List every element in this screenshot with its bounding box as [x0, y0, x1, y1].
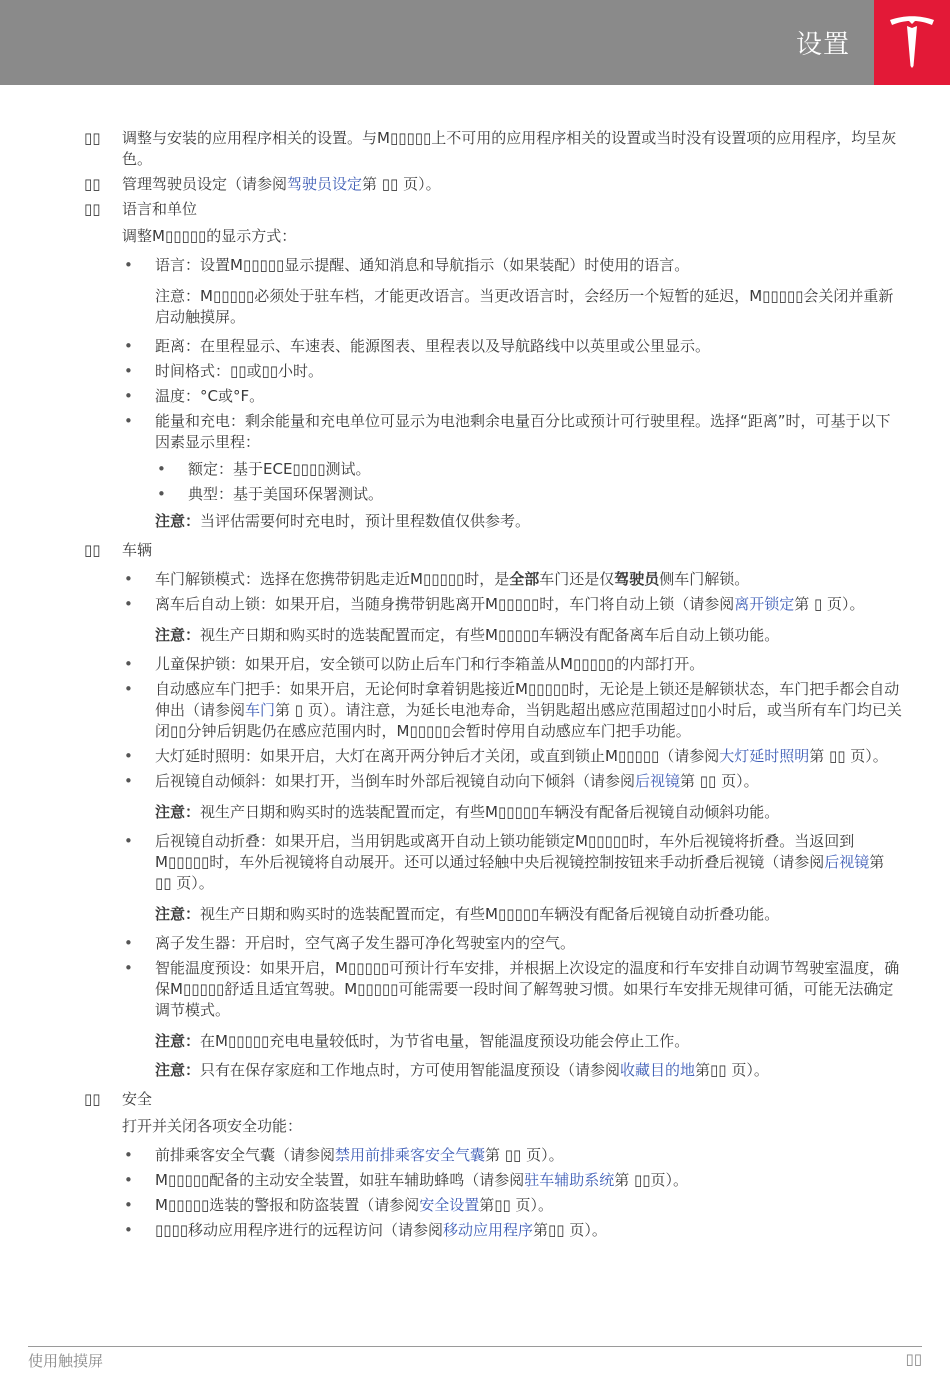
- section-intro: 打开并关闭各项安全功能：: [122, 1117, 303, 1135]
- text-fragment: 大灯延时照明：如果开启，大灯在离开两分钟后才关闭，或直到锁止M▯▯▯▯▯（请参阅: [155, 747, 720, 765]
- text-fragment: 自动感应车门把手：如果开启，无论何时拿着钥匙接近M▯▯▯▯▯时，无论是上锁还是解锁状态，车门把手都会自动伸出（请参阅: [155, 680, 900, 719]
- airbag-link[interactable]: 禁用前排乘客安全气囊: [335, 1146, 486, 1164]
- park-assist-link[interactable]: 驻车辅助系统: [524, 1171, 615, 1189]
- page-header: [0, 0, 950, 85]
- list-item: • 温度：°C或°F。: [122, 386, 904, 407]
- section-title: 车辆: [122, 541, 153, 559]
- mirrors-link[interactable]: 后视镜: [635, 772, 681, 790]
- text-fragment: 车门还是仅: [539, 570, 615, 588]
- item-text: [122, 174, 904, 195]
- item-number: ▯▯: [84, 1090, 101, 1108]
- item-number: ▯▯: [84, 129, 101, 147]
- text-fragment: 第 ▯▯ 页）。: [155, 853, 885, 892]
- footer-section-name: 使用触摸屏: [28, 1352, 104, 1370]
- security-settings-link[interactable]: 安全设置: [419, 1196, 480, 1214]
- list-item: [122, 958, 904, 1081]
- favorite-destinations-link[interactable]: 收藏目的地: [620, 1061, 696, 1079]
- bullet-text: • 能量和充电：剩余能量和充电单位可显示为电池剩余电量百分比或预计可行驶里程。选择“距离”时，可基于以下因素显示里程：: [155, 412, 891, 451]
- mirrors-link[interactable]: 后视镜: [824, 853, 870, 871]
- headlights-link[interactable]: 大灯延时照明: [719, 747, 810, 765]
- text-fragment: M▯▯▯▯▯配备的主动安全装置，如驻车辅助蜂鸣（请参阅: [155, 1171, 525, 1189]
- text-fragment: 离车后自动上锁：如果开启，当随身携带钥匙离开M▯▯▯▯▯时，车门将自动上锁（请参阅: [155, 595, 735, 613]
- text-fragment: M▯▯▯▯▯选装的警报和防盗装置（请参阅: [155, 1196, 420, 1214]
- list-item: [122, 1170, 904, 1191]
- settings-item-apps: [84, 128, 904, 170]
- page-title: 设置: [795, 30, 850, 60]
- list-item: • 典型：基于美国环保署测试。: [155, 484, 904, 505]
- walk-away-lock-link[interactable]: 离开锁定: [734, 595, 795, 613]
- note-text: 视生产日期和购买时的选装配置而定，有些M▯▯▯▯▯车辆没有配备后视镜自动倾斜功能。: [200, 803, 780, 821]
- text-fragment: 驾驶员: [614, 570, 660, 588]
- precond-note-2: [155, 1060, 904, 1081]
- mirror-fold-note: [155, 904, 904, 925]
- text-fragment: ▯▯▯▯移动应用程序进行的远程访问（请参阅: [155, 1221, 444, 1239]
- settings-item-language-units: [84, 199, 904, 532]
- list-item: [122, 771, 904, 823]
- language-note: 注意：M▯▯▯▯▯必须处于驻车档，才能更改语言。当更改语言时，会经历一个短暂的延迟，M▯▯▯▯▯会关闭并重新启动触摸屏。: [155, 287, 894, 326]
- settings-item-security: [84, 1089, 904, 1241]
- text-fragment: 第 ▯ 页）。请注意，为延长电池寿命，当钥匙超出感应范围超过▯▯小时后，或当所有车门均已关闭▯▯分钟后钥匙仍在感应范围内时，M▯▯▯▯▯会暂时停用自动感应车门把手功能。: [155, 701, 902, 740]
- list-item: • 额定：基于ECE▯▯▯▯测试。: [155, 459, 904, 480]
- bullet-text: • 智能温度预设：如果开启，M▯▯▯▯▯可预计行车安排，并根据上次设定的温度和行车安排自动调节驾驶室温度，确保M▯▯▯▯▯舒适且适宜驾驶。M▯▯▯▯▯可能需要一段时间了解驾驶习惯。如果行车安排无规律可循，可能无法确定调节模式。: [155, 959, 900, 1019]
- range-type-list: [155, 459, 904, 505]
- doors-link[interactable]: 车门: [245, 701, 276, 719]
- note-text: 第▯▯ 页）。: [695, 1061, 769, 1079]
- note-text: 在M▯▯▯▯▯充电电量较低时，为节省电量，智能温度预设功能会停止工作。: [200, 1032, 690, 1050]
- list-item: [122, 594, 904, 646]
- text-fragment: 第 ▯▯ 页）。: [362, 175, 441, 193]
- note-label: 注意：: [155, 512, 201, 530]
- section-title: 语言和单位: [122, 200, 198, 218]
- note-label: 注意：: [155, 905, 201, 923]
- text-fragment: 全部: [509, 570, 540, 588]
- note-text: 视生产日期和购买时的选装配置而定，有些M▯▯▯▯▯车辆没有配备后视镜自动折叠功能。: [200, 905, 780, 923]
- walk-away-note: [155, 625, 904, 646]
- list-item: [122, 679, 904, 742]
- list-item: [122, 831, 904, 925]
- page-number: ▯▯: [905, 1350, 922, 1368]
- settings-content: [84, 128, 904, 1245]
- list-item: [122, 569, 904, 590]
- item-number: ▯▯: [84, 175, 101, 193]
- tesla-logo-icon: [874, 0, 950, 85]
- text-fragment: 第▯▯ 页）。: [533, 1221, 607, 1239]
- footer-divider: [28, 1346, 922, 1347]
- settings-item-driver-profiles: [84, 174, 904, 195]
- text-fragment: 第 ▯▯ 页）。: [680, 772, 759, 790]
- text-fragment: 车门解锁模式：选择在您携带钥匙走近M▯▯▯▯▯时，是: [155, 570, 510, 588]
- note-label: 注意：: [155, 626, 201, 644]
- bullet-text: • 语言：设置M▯▯▯▯▯显示提醒、通知消息和导航指示（如果装配）时使用的语言。: [155, 256, 690, 274]
- text-fragment: 第 ▯▯ 页）。: [809, 747, 888, 765]
- settings-item-vehicle: [84, 540, 904, 1081]
- list-item: • 儿童保护锁：如果开启，安全锁可以防止后车门和行李箱盖从M▯▯▯▯▯的内部打开。: [122, 654, 904, 675]
- language-units-list: [122, 255, 904, 532]
- list-item: • 离子发生器：开启时，空气离子发生器可净化驾驶室内的空气。: [122, 933, 904, 954]
- note-label: 注意：: [155, 1032, 201, 1050]
- text-fragment: 第▯▯ 页）。: [479, 1196, 554, 1214]
- note-label: 注意：: [155, 803, 201, 821]
- list-item: [122, 1195, 904, 1216]
- text-fragment: 第 ▯▯页）。: [614, 1171, 689, 1189]
- text-fragment: 后视镜自动折叠：如果开启，当用钥匙或离开自动上锁功能锁定M▯▯▯▯▯时，车外后视镜将折叠。当返回到M▯▯▯▯▯时，车外后视镜将自动展开。还可以通过轻触中央后视镜控制按钮来手动折叠后视镜（请参阅: [155, 832, 855, 871]
- section-intro: 调整M▯▯▯▯▯的显示方式：: [122, 227, 297, 245]
- list-item: [122, 255, 904, 328]
- list-item: [122, 746, 904, 767]
- mirror-tilt-note: [155, 802, 904, 823]
- note-label: 注意：: [155, 1061, 201, 1079]
- text-fragment: 侧车门解锁。: [659, 570, 750, 588]
- list-item: [122, 411, 904, 532]
- note-text: 视生产日期和购买时的选装配置而定，有些M▯▯▯▯▯车辆没有配备离车后自动上锁功能。: [200, 626, 780, 644]
- note-text: 只有在保存家庭和工作地点时，方可使用智能温度预设（请参阅: [200, 1061, 621, 1079]
- list-item: [122, 1220, 904, 1241]
- list-item: • 距离：在里程显示、车速表、能源图表、里程表以及导航路线中以英里或公里显示。: [122, 336, 904, 357]
- section-title: 安全: [122, 1090, 153, 1108]
- text-fragment: 管理驾驶员设定（请参阅: [122, 175, 288, 193]
- item-text: 调整与安装的应用程序相关的设置。与M▯▯▯▯▯上不可用的应用程序相关的设置或当时没有设置项的应用程序，均呈灰色。: [122, 129, 897, 168]
- note-text: 当评估需要何时充电时，预计里程数值仅供参考。: [200, 512, 531, 530]
- item-number: ▯▯: [84, 541, 101, 559]
- item-number: ▯▯: [84, 200, 101, 218]
- range-note: [155, 511, 904, 532]
- list-item: [122, 1145, 904, 1166]
- text-fragment: 前排乘客安全气囊（请参阅: [155, 1146, 336, 1164]
- mobile-app-link[interactable]: 移动应用程序: [443, 1221, 534, 1239]
- vehicle-list: [122, 569, 904, 1081]
- text-fragment: 第 ▯▯ 页）。: [485, 1146, 564, 1164]
- list-item: • 时间格式：▯▯或▯▯小时。: [122, 361, 904, 382]
- driver-profiles-link[interactable]: 驾驶员设定: [287, 175, 363, 193]
- precond-note-1: [155, 1031, 904, 1052]
- text-fragment: 第 ▯ 页）。: [794, 595, 865, 613]
- security-list: [122, 1145, 904, 1241]
- text-fragment: 后视镜自动倾斜：如果打开，当倒车时外部后视镜自动向下倾斜（请参阅: [155, 772, 636, 790]
